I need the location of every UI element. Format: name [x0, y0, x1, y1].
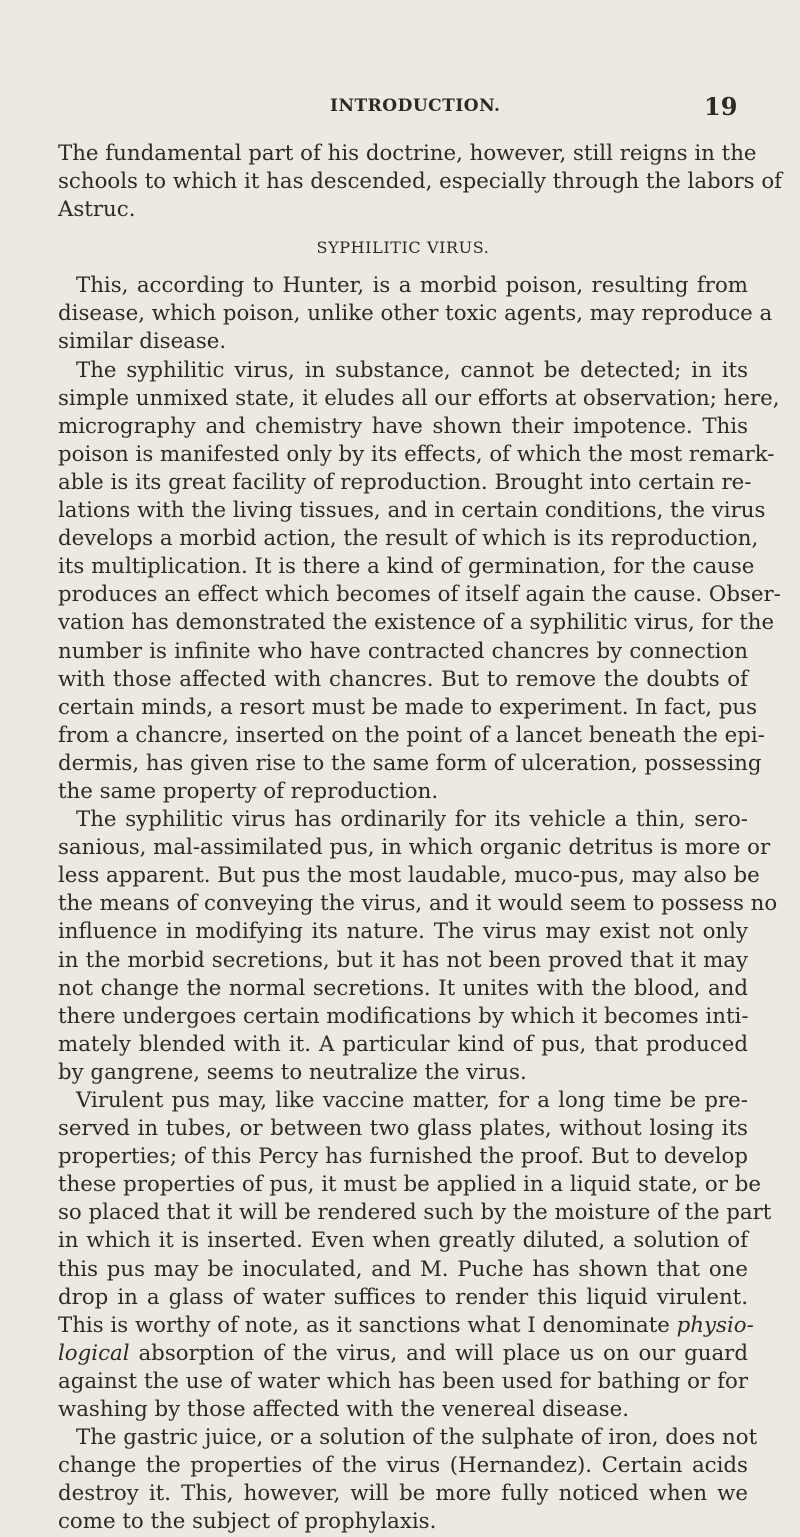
- text-line: number is infinite who have contracted chancres by connection: [58, 638, 748, 664]
- text-line: The syphilitic virus, in substance, cannot be detected; in its: [76, 357, 748, 383]
- text-line: Virulent pus may, like vaccine matter, for a long time be pre-: [76, 1088, 748, 1113]
- text-line: by gangrene, seems to neutralize the virus.: [58, 1059, 527, 1085]
- text-line: The fundamental part of his doctrine, however, still reigns in the: [58, 141, 757, 166]
- text-line: produces an effect which becomes of itself again the cause. Obser-: [58, 582, 781, 608]
- page-number: 19: [704, 92, 738, 121]
- text-line: influence in modifying its nature. The virus may exist not only: [58, 919, 748, 945]
- text-line: dermis, has given rise to the same form of ulceration, possessing: [58, 750, 762, 776]
- text-line: this pus may be inoculated, and M. Puche has shown that one: [58, 1256, 748, 1282]
- text-line: not change the normal secretions. It unites with the blood, and: [58, 975, 748, 1001]
- text-line: properties; of this Percy has furnished the proof. But to develop: [58, 1144, 748, 1170]
- text-line: sanious, mal-assimilated pus, in which organic detritus is more or: [58, 835, 771, 861]
- italic-term: logical: [58, 1340, 130, 1366]
- text-line: certain minds, a resort must be made to experiment. In fact, pus: [58, 694, 758, 720]
- text-line: [58, 1312, 754, 1340]
- text-line: in the morbid secretions, but it has not been proved that it may: [58, 947, 748, 973]
- text-line: lations with the living tissues, and in certain conditions, the virus: [58, 498, 766, 524]
- text-line: against the use of water which has been used for bathing or for: [58, 1368, 748, 1394]
- text-line: vation has demonstrated the existence of a syphilitic virus, for the: [58, 610, 775, 636]
- text-line: less apparent. But pus the most laudable, muco-pus, may also be: [58, 863, 760, 889]
- text-line: come to the subject of prophylaxis.: [58, 1509, 437, 1535]
- text-line: [58, 1340, 748, 1368]
- text-line: the means of conveying the virus, and it would seem to possess no: [58, 891, 778, 917]
- text-line: drop in a glass of water suffices to render this liquid virulent.: [58, 1284, 748, 1310]
- text-line: able is its great facility of reproduction. Brought into certain re-: [58, 469, 752, 495]
- text-line: similar disease.: [58, 329, 227, 355]
- text-line: change the properties of the virus (Hernandez). Certain acids: [58, 1453, 748, 1479]
- text-line: from a chancre, inserted on the point of a lancet beneath the epi-: [58, 722, 765, 748]
- running-title: INTRODUCTION.: [330, 96, 501, 116]
- text-line: The gastric juice, or a solution of the sulphate of iron, does not: [76, 1425, 758, 1451]
- text-line: Astruc.: [58, 197, 136, 223]
- text-line: there undergoes certain modifications by which it becomes inti-: [58, 1003, 749, 1029]
- text-line: with those affected with chancres. But to remove the doubts of: [58, 666, 748, 692]
- text-line: in which it is inserted. Even when greatly diluted, a solution of: [58, 1228, 748, 1254]
- text-line: disease, which poison, unlike other toxic agents, may reproduce a: [58, 301, 773, 327]
- text-line: destroy it. This, however, will be more fully noticed when we: [58, 1481, 748, 1507]
- text-segment: absorption of the virus, and will place us on our guard: [138, 1340, 748, 1366]
- text-line: mately blended with it. A particular kind of pus, that produced: [58, 1031, 748, 1057]
- text-line: poison is manifested only by its effects, of which the most remark-: [58, 441, 775, 467]
- text-line: served in tubes, or between two glass plates, without losing its: [58, 1116, 748, 1142]
- text-line: micrography and chemistry have shown their impotence. This: [58, 413, 748, 439]
- text-line: so placed that it will be rendered such by the moisture of the part: [58, 1200, 772, 1226]
- text-line: The syphilitic virus has ordinarily for its vehicle a thin, sero-: [76, 807, 748, 833]
- text-line: its multiplication. It is there a kind of germination, for the cause: [58, 554, 755, 580]
- running-head: [0, 92, 800, 132]
- text-line: This, according to Hunter, is a morbid poison, resulting from: [76, 273, 748, 299]
- text-line: washing by those affected with the venereal disease.: [58, 1397, 629, 1423]
- text-line: simple unmixed state, it eludes all our efforts at observation; here,: [58, 385, 780, 411]
- text-line: the same property of reproduction.: [58, 778, 439, 804]
- section-heading: SYPHILITIC VIRUS.: [316, 238, 490, 258]
- page-body: [58, 140, 783, 1537]
- text-line: these properties of pus, it must be applied in a liquid state, or be: [58, 1172, 761, 1198]
- text-segment: This is worthy of note, as it sanctions what I denominate: [58, 1312, 670, 1338]
- text-line: develops a morbid action, the result of which is its reproduction,: [58, 526, 759, 552]
- text-line: schools to which it has descended, especially through the labors of: [58, 169, 783, 195]
- italic-term: physio-: [676, 1312, 754, 1338]
